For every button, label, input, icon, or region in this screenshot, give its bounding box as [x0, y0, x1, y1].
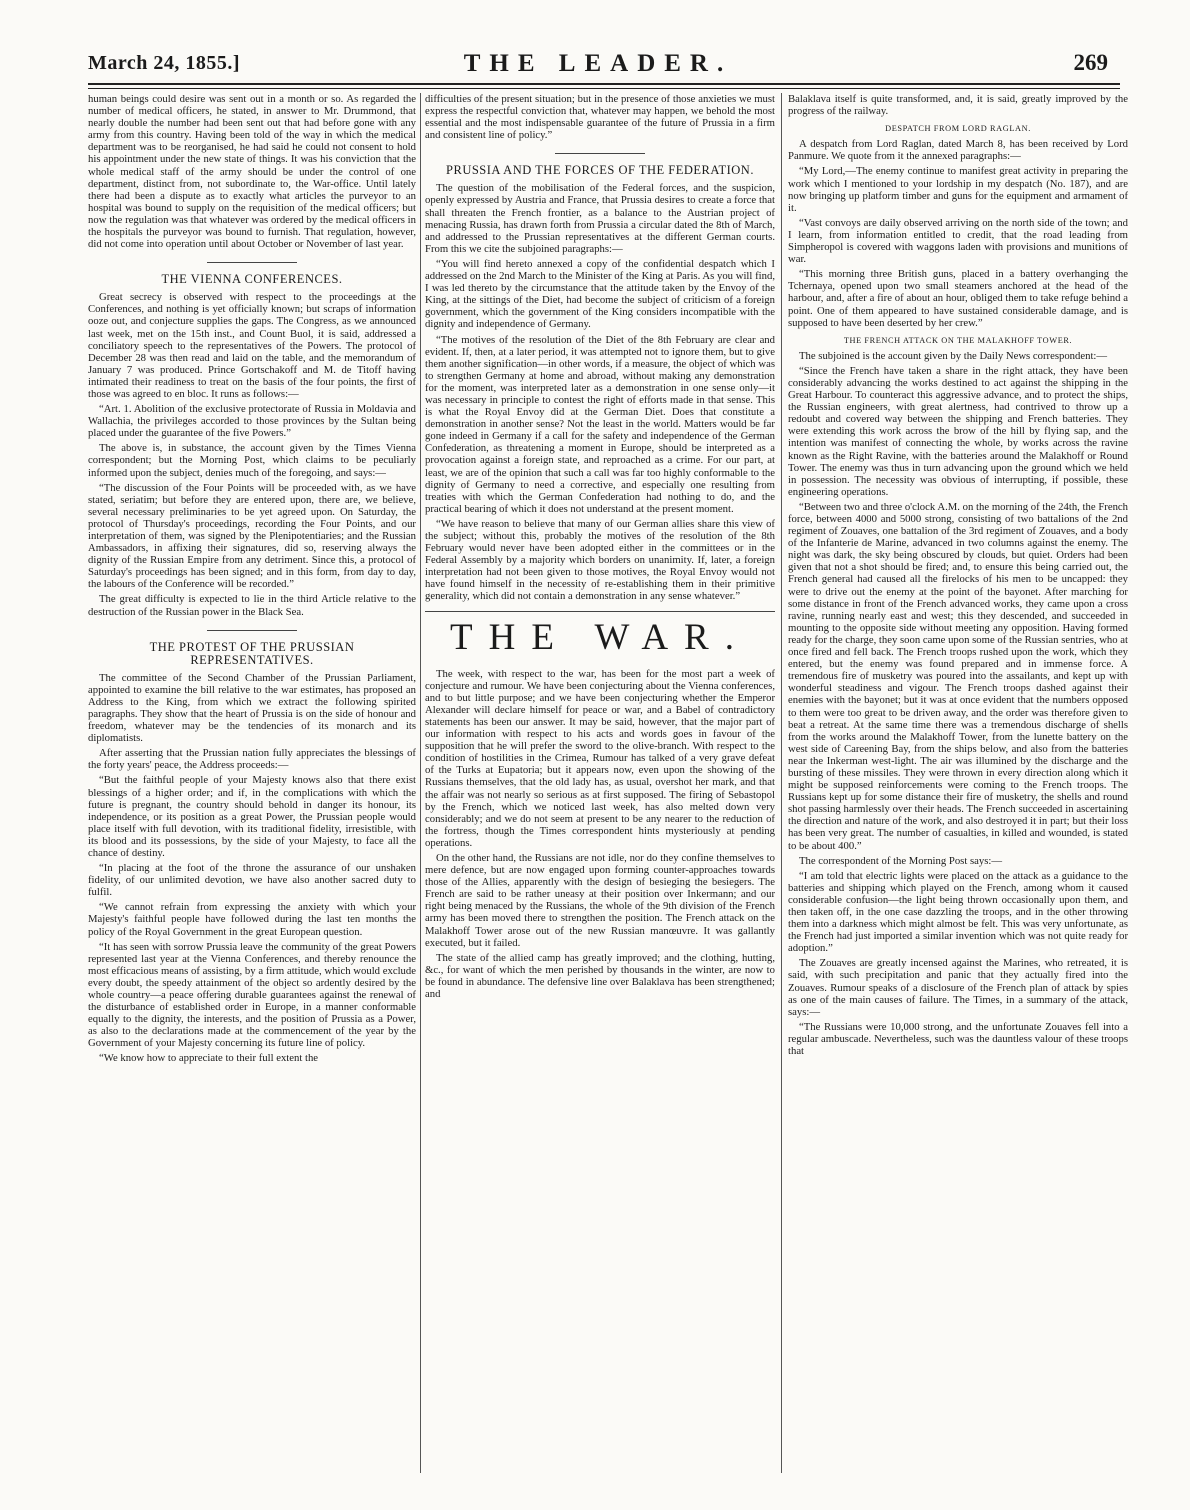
newspaper-title: THE LEADER. — [463, 50, 733, 77]
malakhoff-paragraph: “The Russians were 10,000 strong, and the unfortunate Zouaves fell into a regular ambuscade. Nevertheless, such was the dauntless valour of these troops that — [788, 1020, 1128, 1058]
protest-paragraph: After asserting that the Prussian nation fully appreciates the blessings of the forty years' peace, the Address proceeds:— — [88, 747, 416, 772]
malakhoff-paragraph: “I am told that electric lights were placed on the attack as a guidance to the batteries and shipping which played on the French, among whom it caused considerable confusion—the light being thrown occasionally upon them, and then taken off, in the one case dazzling the troops, and in the other throwing them into a darkness which might almost be felt. This was very unfortunate, as the French had just imported a similar invention which was not quite ready for adoption.” — [788, 869, 1128, 955]
prussia-paragraph: “You will find hereto annexed a copy of the confidential despatch which I addressed on the 2nd March to the Minister of the King at Paris. As you will find, I was led thereto by the circumstance that the attitude taken by the Envoy of the King, at the sittings of the Diet, had become the subject of criticism of a foreign government, which the government of the King considers incompatible with the dignity and independence of Germany. — [425, 257, 775, 331]
raglan-paragraph: “Vast convoys are daily observed arriving on the north side of the town; and I learn, from information entitled to credit, that the road leading from Simpheropol is covered with waggons laden with provisions and munitions of war. — [788, 216, 1128, 266]
column-3 — [788, 93, 1128, 1505]
raglan-paragraph: “My Lord,—The enemy continue to manifest great activity in preparing the work which I mentioned to your lordship in my despatch (No. 187), and are now bringing up platform timber and guns for the equipment and armament of it. — [788, 165, 1128, 214]
war-paragraph: On the other hand, the Russians are not idle, nor do they confine themselves to mere defence, but are now engaged upon forming counter-approaches towards those of the Allies, apparently with the design of besieging the besiegers. The French are said to be rather uneasy at their position over Inkermann; and our right being menaced by the Russians, the whole of the 9th division of the French army has been moved there to strengthen the position. The French attack on the Malakhoff Tower arose out of the new Russian manœuvre. It was gallantly executed, but it failed. — [425, 851, 775, 949]
col2-intro: difficulties of the present situation; but in the presence of those anxieties we must express the respectful conviction that, whatever may happen, we behold the most essential and the most indispensable guarantee of the future of Prussia in a firm and consistent line of policy.” — [425, 93, 775, 142]
masthead — [88, 50, 1108, 84]
war-paragraph: The week, with respect to the war, has been for the most part a week of conjecture and rumour. We have been conjecturing about the Vienna conferences, and to but little purpose; and we have been conjecturing whether the Emperor Alexander will declare himself for peace or war, and a Babel of contradictory statements has been our answer. It may be said, however, that the major part of our information with respect to his acts and words goes in favour of the supposition that he will prefer the sword to the olive-branch. With respect to the condition of hostilities in the Crimea, Rumour has talked of a very grave defeat of the Turks at Eupatoria; but it appears now, even upon the showing of the Russians themselves, that the old lady has, as usual, overshot her mark, and that the affair was not nearly so serious as at first supposed. The firing of Sebastopol by the French, which we noticed last week, has also melted down very considerably; and we do not seem at present to be any nearer to the reduction of the fortress, though the Times correspondent hints mysteriously at pending operations. — [425, 667, 775, 849]
protest-paragraph: “We cannot refrain from expressing the anxiety with which your Majesty's faithful people have followed during the last ten months the policy of the Royal Government in the great European question. — [88, 901, 416, 938]
column-2 — [425, 93, 775, 1505]
col1-intro: human beings could desire was sent out in a month or so. As regarded the number of medical officers, he stated, in answer to Mr. Drummond, that nearly double the number had been sent out that had before gone with any army from this country. Having been told of the way in which the medical department was to be reorganised, he had said he could not consent to hold his appointment under the new state of things. It was his conviction that the whole medical staff of the army should be under the control of one department, distinct from, not subordinate to, the War-office. Until lately there had been a dispute as to exactly what articles the purveyor to an hospital was bound to supply on the requisition of the medical officers; but now the regulation was that whatever was ordered by the medical officers in the hospitals the purveyor was bound to furnish. That regulation, however, did not come into operation until about October or November of last year. — [88, 93, 416, 251]
section-separator — [207, 262, 297, 263]
issue-date: March 24, 1855.] — [88, 52, 241, 74]
malakhoff-paragraph: “Since the French have taken a share in the right attack, they have been considerably advancing the works destined to act against the shipping in the Great Harbour. To counteract this aggressive advance, and to protect the ships, the Russian engineers, with great alertness, had contrived to throw up a redoubt and covered way between the shipping and French batteries. They were extending this work across the brow of the hill by flying sap, and the intention was manifest of connecting the whole, by works across the ravine known as the Right Ravine, with the batteries around the Malakhoff or Round Tower. The enemy was thus in turn advancing upon the ground which we held in possession. The necessity was obvious of interrupting, if possible, these engineering operations. — [788, 364, 1128, 498]
prussia-paragraph: “We have reason to believe that many of our German allies share this view of the subject; without this, probably the motives of the resolution of the 8th February would never have been adopted either in the committees or in the Federal Assembly by a majority which borders on unanimity. If, later, a foreign interpretation had not been given to those motives, the Royal Envoy would not have found himself in the necessity of re-establishing them in their primitive generality, which did not contain a demonstration in any sense whatever.” — [425, 517, 775, 603]
masthead-rule-top — [88, 83, 1120, 85]
vienna-paragraph: “Art. 1. Abolition of the exclusive protectorate of Russia in Moldavia and Wallachia, the privileges accorded to those provinces by the Sultan being placed under the guarantee of the five Powers.” — [88, 403, 416, 440]
raglan-heading: DESPATCH FROM LORD RAGLAN. — [885, 124, 1031, 134]
column-1 — [88, 93, 416, 1505]
prussia-heading: PRUSSIA AND THE FORCES OF THE FEDERATION. — [446, 163, 754, 178]
protest-paragraph: “It has seen with sorrow Prussia leave the community of the great Powers represented last year at the Vienna Conferences, and thereby renounce the most efficacious means of assisting, by a firm attitude, which would exclude every doubt, the speedy attainment of the object so ardently desired by the whole country—a peace offering durable guarantees against the renewal of the disturbance of established order in Europe, in a manner conformable equally to the dignity, the interests, and the position of Prussia as a Power, as also to the declarations made at the commencement of the year by the Government of your Majesty concerning its future line of policy. — [88, 940, 416, 1050]
protest-paragraph: “In placing at the foot of the throne the assurance of our unshaken fidelity, of our unlimited devotion, we have also another sacred duty to fulfil. — [88, 862, 416, 899]
prussia-paragraph: The question of the mobilisation of the Federal forces, and the suspicion, openly expressed by Austria and France, that Prussia desires to create a force that shall threaten the French frontier, as a balance to the Austrian project of menacing Russia, has drawn forth from Prussia a circular dated the 8th of March, and addressed to the Prussian representatives at the different German courts. From this we cite the subjoined paragraphs:— — [425, 182, 775, 255]
column-divider-2 — [781, 93, 782, 1473]
malakhoff-paragraph: “Between two and three o'clock A.M. on the morning of the 24th, the French force, between 4000 and 5000 strong, consisting of two battalions of the 2nd regiment of Zouaves, one battalion of the 3rd regiment of Zouaves, and a body of the Infanterie de Marine, advanced in two columns against the enemy. The night was dark, the sky being obscured by clouds, but quiet. Orders had been given that not a shot should be fired; and, to ensure this being carried out, the French general had caused all the firelocks of his men to be uncapped: they were to drive out the enemy at the point of the bayonet. After marching for some distance in front of the French advanced works, they came upon a cross ravine, running nearly east and west; this they descended, and succeeded in mounting to the opposite side without meeting any opposition. Having formed ready for the charge, they soon came upon some of the Russian sentries, who at once fired and fell back. The French troops rushed upon the work, which they entered, but the enemy was found prepared and in immense force. A tremendous fire of musketry was poured into the assailants, and kept up with wonderful steadiness and vigour. The French troops dashed against their enemies with the bayonet; but it was at once evident that the numbers opposed to them were too great to be driven away, and the order was therefore given to beat a retreat. At the same time there was a tremendous discharge of shells from the works around the Malakhoff Tower, from the lunette battery on the west side of Careening Bay, from the ships below, and also from the batteries near the Inkerman west-light. The air was illumined by the discharge and the bursting of these missiles. They were thrown in every direction along which it might be supposed reinforcements were coming to the French troops. The Russians kept up for some distance their fire of musketry, the shells and round shot passing harmlessly over their heads. The French succeeded in ascertaining the direction and nature of the work, and also destroyed it in part; but their loss has been very great. The number of casualties, in killed and wounded, is stated to be about 400.” — [788, 500, 1128, 852]
malakhoff-paragraph: The Zouaves are greatly incensed against the Marines, who retreated, it is said, with such precipitation and panic that they actually fired into the Zouaves. Rumour speaks of a disclosure of the French plan of attack by spies as one of the main causes of failure. The Times, in a summary of the attack, says:— — [788, 957, 1128, 1018]
raglan-paragraph: A despatch from Lord Raglan, dated March 8, has been received by Lord Panmure. We quote from it the annexed paragraphs:— — [788, 138, 1128, 163]
malakhoff-heading: THE FRENCH ATTACK ON THE MALAKHOFF TOWER. — [843, 335, 1073, 345]
page-number: 269 — [1073, 50, 1108, 75]
vienna-paragraph: The great difficulty is expected to lie in the third Article relative to the destruction of the Russian power in the Black Sea. — [88, 593, 416, 618]
war-heading: THE WAR. — [450, 616, 750, 658]
malakhoff-paragraph: The subjoined is the account given by the Daily News correspondent:— — [799, 349, 1108, 362]
protest-heading: THE PROTEST OF THE PRUSSIAN REPRESENTATIVES. — [149, 639, 355, 667]
protest-paragraph: “We know how to appreciate to their full extent the — [99, 1052, 319, 1065]
col3-intro: Balaklava itself is quite transformed, and, it is said, greatly improved by the progress of the railway. — [788, 93, 1128, 118]
malakhoff-paragraph: The correspondent of the Morning Post says:— — [799, 854, 1003, 867]
war-rule — [425, 611, 775, 612]
protest-paragraph: “But the faithful people of your Majesty knows also that there exist blessings of a higher order; and if, in the complications with which the future is pregnant, the country should behold in danger its honour, its independence, or its position as a great Power, the Prussian people would place itself with full devotion, with its traditional fidelity, irresistible, with its blood and its possessions, by the side of your Majesty, to face all the chance of destiny. — [88, 774, 416, 859]
vienna-paragraph: The above is, in substance, the account given by the Times Vienna correspondent; but the Morning Post, which claims to be peculiarly informed upon the subject, denies much of the foregoing, and says:— — [88, 442, 416, 479]
vienna-paragraph: “The discussion of the Four Points will be proceeded with, as we have stated, seriatim; but before they are entered upon, there are, we believe, several necessary preliminaries to be yet agreed upon. On Saturday, the protocol of Thursday's proceedings, recording the Four Points, and our interpretation of them, was signed by the Plenipotentiaries; and the Russian Ambassadors, in affixing their signatures, did so, reserving always the dignity of the Russian Empire from any detriment. Since this, a protocol of Saturday's proceedings has been signed; and in this form, from day to day, the labours of the Conference will be recorded.” — [88, 481, 416, 591]
war-paragraph: The state of the allied camp has greatly improved; and the clothing, hutting, &c., for want of which the men perished by thousands in the winter, are now to be found in abundance. The defensive line over Balaklava has been strengthened; and — [425, 951, 775, 1000]
prussia-paragraph: “The motives of the resolution of the Diet of the 8th February are clear and evident. If, then, at a later period, it was attempted not to ignore them, but to give them another signification—in other words, if a measure, the object of which was to strengthen Germany at home and abroad, without making any demonstration for the moment, was interpreted later as a demonstration in one sense only—it was necessary in principle to contest the right of efforts made in that sense. This is what the Royal Envoy did at the German Diet. Does that constitute a demonstration in another sense? Not the least in the world. Matters would be far gone indeed in Germany if a call for the safety and independence of the German Confederation, as threatening a moment in Europe, should be interpreted as a provocation against a foreign state, and reproached as a crime. For our part, at least, we are of the opinion that such a call was far too highly conformable to the dignity of Germany to need a corrective, and especially one resulting from treaties with which the German Confederation had nothing to do, and the practical bearing of which it does not understand at the present moment. — [425, 333, 775, 515]
column-divider-1 — [420, 93, 421, 1473]
vienna-paragraph: Great secrecy is observed with respect to the proceedings at the Conferences, and nothing is yet officially known; but scraps of information ooze out, and conjecture supplies the gaps. The Congress, as we announced last week, met on the 15th inst., and Count Buol, it is said, addressed a conciliatory speech to the representatives of the Powers. The protocol of December 28 was then read and laid on the table, and the memorandum of January 7 was produced. Prince Gortschakoff and M. de Titoff having intimated their readiness to treat on the basis of the four points, the first of those was agreed to en bloc. It runs as follows:— — [88, 291, 416, 400]
raglan-paragraph: “This morning three British guns, placed in a battery overhanging the Tchernaya, opened upon two small steamers anchored at the head of the harbour, and, after a fire of about an hour, obliged them to take refuge behind a point. One of them appeared to have sustained considerable damage, and is supposed to have been deserted by her crew.” — [788, 268, 1128, 329]
vienna-heading: THE VIENNA CONFERENCES. — [161, 272, 343, 287]
section-separator — [207, 630, 297, 631]
masthead-rule-bottom — [88, 88, 1120, 89]
section-separator — [555, 153, 645, 154]
protest-paragraph: The committee of the Second Chamber of the Prussian Parliament, appointed to examine the bill relative to the war estimates, has proposed an Address to the King, from which we extract the following spirited paragraphs. They show that the heart of Prussia is on the side of honour and freedom, whatever may be the tendencies of its monarch and its diplomatists. — [88, 671, 416, 745]
